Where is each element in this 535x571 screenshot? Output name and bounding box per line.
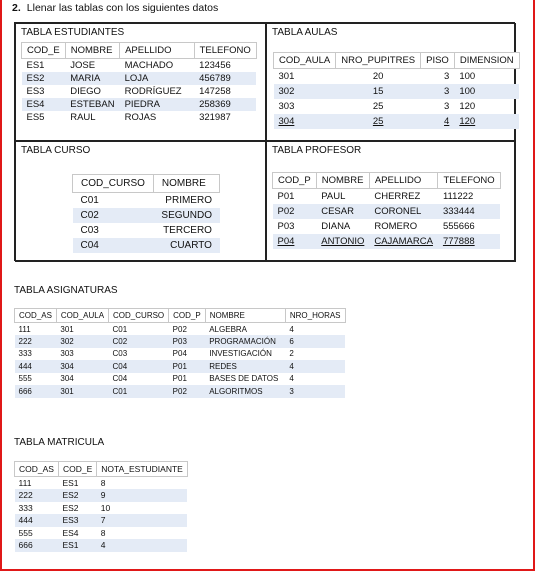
matricula-title: TABLA MATRICULA (14, 437, 105, 448)
aulas-cell: 100 (454, 84, 519, 99)
curso-header-row (73, 175, 220, 193)
matricula-cell: ES2 (58, 489, 96, 502)
estudiantes-cell: RAUL (70, 112, 96, 123)
aulas-title: TABLA AULAS (272, 27, 338, 38)
profesor-cell: P02 (273, 204, 317, 219)
asignaturas-cell: P01 (169, 360, 206, 373)
asignaturas-cell: ALGEBRA (209, 324, 248, 334)
aulas-col-header: DIMENSION (454, 53, 519, 69)
asignaturas-cell: 6 (285, 335, 345, 348)
instruction-number: 2. (12, 2, 21, 14)
matricula-cell: ES3 (58, 514, 96, 527)
matricula-cell: ES4 (62, 527, 79, 538)
curso-cell: C03 (80, 225, 99, 236)
matricula-cell: 333 (18, 502, 33, 513)
asignaturas-col-header: NOMBRE (205, 309, 285, 323)
asignaturas-row (15, 323, 346, 336)
estudiantes-cell: RODRÍGUEZ (124, 86, 182, 97)
profesor-cell: 333444 (438, 204, 500, 219)
asignaturas-cell: 333 (18, 349, 32, 359)
estudiantes-row (22, 72, 257, 85)
asignaturas-col-header: COD_AULA (56, 309, 108, 323)
curso-row (73, 193, 220, 209)
asignaturas-cell: 3 (285, 385, 345, 398)
estudiantes-cell: JOSE (70, 60, 96, 71)
estudiantes-row (22, 59, 257, 73)
curso-cell: SEGUNDO (153, 208, 220, 223)
estudiantes-cell: 258369 (194, 98, 256, 111)
matricula-row (15, 514, 188, 527)
asignaturas-col-header: COD_P (169, 309, 206, 323)
profesor-cell: 777888 (438, 234, 500, 249)
asignaturas-cell: 304 (60, 374, 74, 384)
asignaturas-cell: 4 (285, 360, 345, 373)
profesor-cell: CORONEL (369, 204, 438, 219)
aulas-cell: 4 (421, 114, 455, 129)
profesor-cell: ROMERO (374, 221, 418, 232)
profesor-cell: 555666 (442, 221, 475, 232)
curso-cell: CUARTO (153, 238, 220, 253)
matricula-header-row (15, 462, 188, 477)
asignaturas-cell: C01 (109, 385, 169, 398)
profesor-cell: DIANA (321, 221, 351, 232)
asignaturas-cell: P04 (172, 349, 187, 359)
aulas-cell: 3 (444, 101, 450, 112)
curso-cell: PRIMERO (165, 195, 212, 206)
profesor-cell: CESAR (316, 204, 369, 219)
profesor-row (273, 204, 501, 219)
asignaturas-row (15, 373, 346, 386)
aulas-row (274, 84, 520, 99)
matricula-cell: 4 (97, 539, 188, 552)
aulas-col-header: NRO_PUPITRES (336, 53, 421, 69)
profesor-cell: P01 (277, 191, 295, 202)
matricula-cell: 10 (100, 502, 111, 513)
asignaturas-cell: P01 (172, 374, 187, 384)
aulas-row (274, 69, 520, 85)
asignaturas-row (15, 360, 346, 373)
aulas-cell: 303 (278, 101, 295, 112)
curso-cell: C01 (80, 195, 99, 206)
asignaturas-row (15, 335, 346, 348)
matricula-cell: 8 (100, 527, 106, 538)
asignaturas-cell: 444 (15, 360, 57, 373)
matricula-col-header: COD_E (58, 462, 96, 477)
curso-row (73, 223, 220, 238)
asignaturas-row (15, 348, 346, 361)
asignaturas-cell: ALGORITMOS (205, 385, 285, 398)
asignaturas-cell: 303 (60, 349, 74, 359)
matricula-cell: 222 (15, 489, 59, 502)
curso-cell (15, 141, 266, 262)
profesor-table (272, 172, 501, 249)
profesor-cell: 111222 (442, 191, 474, 202)
curso-cell: C04 (73, 238, 154, 253)
profesor-cell: PAUL (321, 191, 346, 202)
asignaturas-cell: 666 (15, 385, 57, 398)
asignaturas-cell: P02 (172, 324, 187, 334)
curso-row (73, 238, 220, 253)
curso-cell: C02 (73, 208, 154, 223)
aulas-cell: 25 (336, 114, 421, 129)
aulas-cell: 302 (274, 84, 336, 99)
asignaturas-cell: 301 (60, 324, 74, 334)
estudiantes-col-header: NOMBRE (65, 43, 119, 59)
asignaturas-cell: C04 (112, 374, 128, 384)
curso-col-header: COD_CURSO (73, 175, 154, 193)
aulas-row (274, 114, 520, 129)
aulas-cell: 25 (372, 101, 384, 112)
estudiantes-col-header: TELEFONO (194, 43, 256, 59)
aulas-table (273, 52, 520, 129)
matricula-row (15, 502, 188, 515)
profesor-row (273, 189, 501, 205)
asignaturas-cell: P03 (169, 335, 206, 348)
profesor-title: TABLA PROFESOR (272, 145, 362, 156)
aulas-cell: 3 (421, 84, 455, 99)
estudiantes-cell: PIEDRA (120, 98, 194, 111)
estudiantes-col-header: COD_E (22, 43, 66, 59)
profesor-col-header: APELLIDO (369, 173, 438, 189)
profesor-row (273, 219, 501, 234)
estudiantes-cell: 123456 (199, 60, 231, 71)
estudiantes-cell: MARIA (65, 72, 119, 85)
asignaturas-col-header: COD_AS (15, 309, 57, 323)
asignaturas-cell: 304 (56, 360, 108, 373)
profesor-cell: CHERREZ (374, 191, 421, 202)
estudiantes-cell: DIEGO (70, 86, 101, 97)
aulas-header-row (274, 53, 520, 69)
matricula-cell: ES1 (62, 478, 79, 488)
aulas-cell (266, 23, 516, 141)
estudiantes-row (22, 98, 257, 111)
profesor-col-header: COD_P (273, 173, 317, 189)
matricula-cell: 7 (97, 514, 188, 527)
asignaturas-cell: PROGRAMACIÓN (205, 335, 285, 348)
estudiantes-cell: 321987 (199, 112, 231, 123)
aulas-cell: 304 (274, 114, 336, 129)
estudiantes-cell: 147258 (199, 86, 231, 97)
matricula-row (15, 489, 188, 502)
estudiantes-title: TABLA ESTUDIANTES (21, 27, 125, 38)
profesor-row (273, 234, 501, 249)
aulas-cell: 120 (454, 114, 519, 129)
matricula-cell: 666 (15, 539, 59, 552)
estudiantes-row (22, 111, 257, 124)
matricula-cell: 8 (100, 478, 106, 488)
profesor-cell: ANTONIO (316, 234, 369, 249)
instruction-heading (12, 2, 218, 14)
asignaturas-cell: 4 (289, 324, 294, 334)
asignaturas-cell: 111 (18, 324, 31, 334)
asignaturas-cell: 222 (15, 335, 57, 348)
profesor-cell: CAJAMARCA (369, 234, 438, 249)
curso-table (72, 174, 220, 253)
matricula-cell: ES2 (62, 502, 79, 513)
matricula-row (15, 527, 188, 540)
profesor-cell: P03 (277, 221, 295, 232)
profesor-header-row (273, 173, 501, 189)
asignaturas-cell: C01 (112, 324, 128, 334)
asignaturas-cell: C02 (109, 335, 169, 348)
estudiantes-cell: ES4 (22, 98, 66, 111)
aulas-cell: 20 (372, 71, 384, 82)
profesor-col-header: NOMBRE (316, 173, 369, 189)
matricula-col-header: NOTA_ESTUDIANTE (97, 462, 188, 477)
estudiantes-cell: 456789 (194, 72, 256, 85)
matricula-table (14, 461, 188, 552)
curso-cell: TERCERO (163, 225, 212, 236)
asignaturas-cell: P02 (169, 385, 206, 398)
estudiantes-cell: ES2 (22, 72, 66, 85)
asignaturas-cell: 555 (18, 374, 32, 384)
estudiantes-cell: ES3 (26, 86, 45, 97)
estudiantes-cell (15, 23, 266, 141)
curso-title: TABLA CURSO (21, 145, 91, 156)
curso-row (73, 208, 220, 223)
asignaturas-cell: C04 (109, 360, 169, 373)
matricula-cell: 9 (97, 489, 188, 502)
asignaturas-cell: 301 (56, 385, 108, 398)
instruction-text: Llenar las tablas con los siguientes datos (26, 2, 219, 14)
asignaturas-col-header: COD_CURSO (109, 309, 169, 323)
asignaturas-title: TABLA ASIGNATURAS (14, 285, 118, 296)
asignaturas-row (15, 385, 346, 398)
aulas-col-header: COD_AULA (274, 53, 336, 69)
matricula-cell: 555 (18, 527, 33, 538)
asignaturas-header-row (15, 309, 346, 323)
estudiantes-header-row (22, 43, 257, 59)
estudiantes-cell: LOJA (120, 72, 194, 85)
estudiantes-row (22, 85, 257, 98)
estudiantes-cell: ROJAS (124, 112, 157, 123)
matricula-row (15, 539, 188, 552)
aulas-col-header: PISO (421, 53, 455, 69)
estudiantes-cell: MACHADO (124, 60, 174, 71)
curso-col-header: NOMBRE (153, 175, 220, 193)
asignaturas-table (14, 308, 346, 398)
aulas-row (274, 99, 520, 114)
aulas-cell: 3 (444, 71, 450, 82)
asignaturas-cell: INVESTIGACIÓN (209, 349, 272, 359)
estudiantes-table (21, 42, 257, 124)
estudiantes-cell: ESTEBAN (65, 98, 119, 111)
matricula-row (15, 477, 188, 490)
matricula-col-header: COD_AS (15, 462, 59, 477)
aulas-cell: 100 (459, 71, 476, 82)
tables-grid (14, 22, 515, 261)
aulas-cell: 301 (278, 71, 295, 82)
asignaturas-cell: 4 (289, 374, 294, 384)
asignaturas-col-header: NRO_HORAS (285, 309, 345, 323)
matricula-cell: 444 (15, 514, 59, 527)
matricula-cell: 111 (18, 478, 32, 488)
profesor-cell (266, 141, 516, 262)
estudiantes-cell: ES1 (26, 60, 45, 71)
aulas-cell: 120 (459, 101, 476, 112)
asignaturas-cell: C03 (112, 349, 128, 359)
matricula-cell: ES1 (58, 539, 96, 552)
profesor-cell: P04 (273, 234, 317, 249)
asignaturas-cell: BASES DE DATOS (209, 374, 279, 384)
profesor-col-header: TELEFONO (438, 173, 500, 189)
asignaturas-cell: 2 (289, 349, 294, 359)
asignaturas-cell: REDES (205, 360, 285, 373)
estudiantes-col-header: APELLIDO (120, 43, 194, 59)
asignaturas-cell: 302 (56, 335, 108, 348)
estudiantes-cell: ES5 (26, 112, 45, 123)
aulas-cell: 15 (336, 84, 421, 99)
